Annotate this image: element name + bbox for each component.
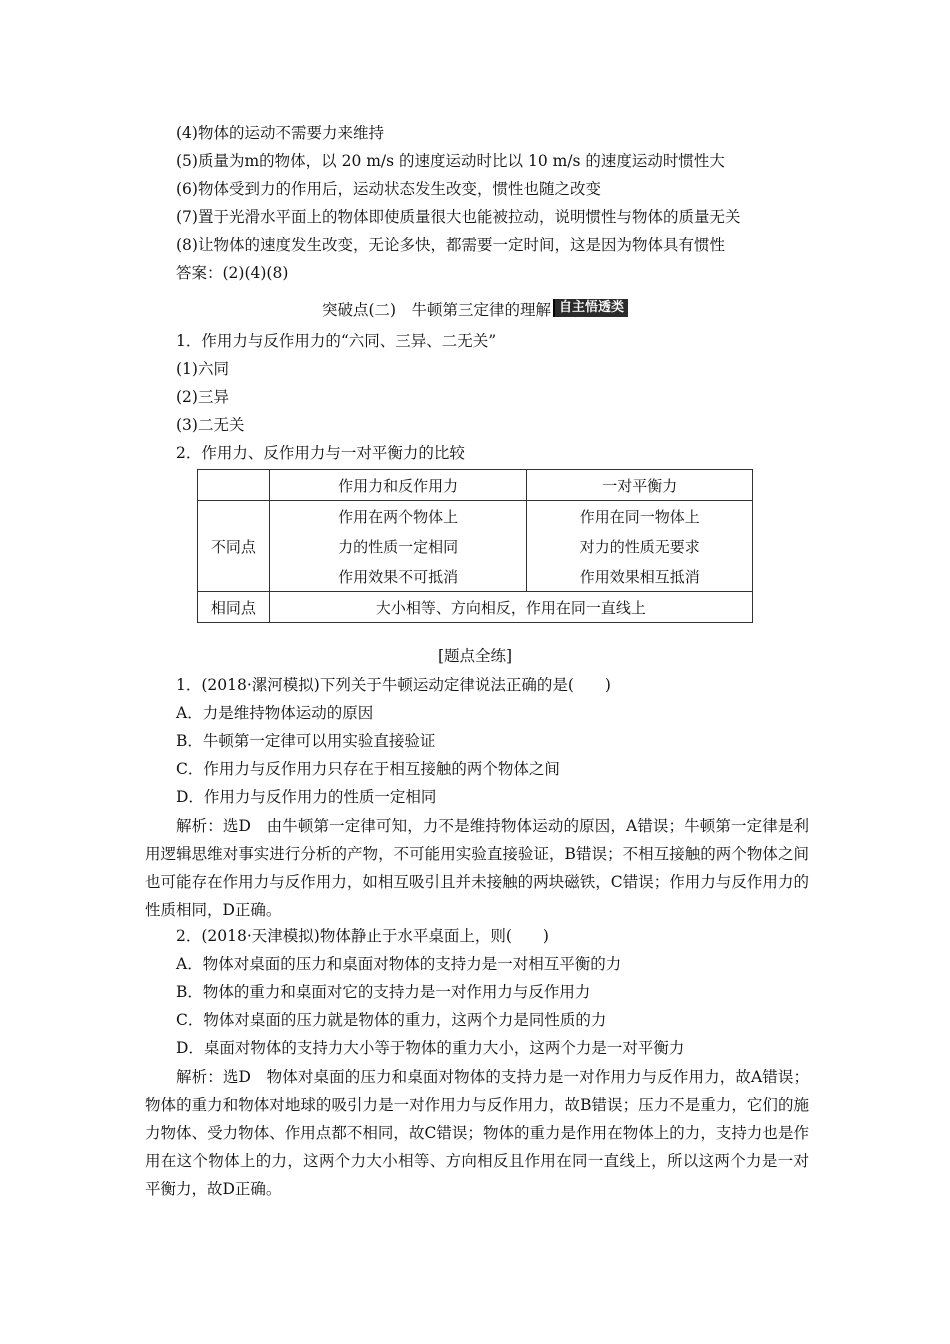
table-row (198, 592, 753, 623)
question-2-option: B．物体的重力和桌面对它的支持力是一对作用力与反作用力 (176, 983, 591, 1001)
table-row (198, 531, 753, 561)
question-1-option: C．作用力与反作用力只存在于相互接触的两个物体之间 (176, 760, 560, 778)
same-label-cell: 相同点 (198, 592, 270, 623)
table-cell: 作用效果不可抵消 (269, 561, 527, 592)
same-value-cell: 大小相等、方向相反，作用在同一直线上 (269, 592, 752, 623)
question-1-stem: 1．(2018·漯河模拟)下列关于牛顿运动定律说法正确的是( ) (176, 676, 611, 694)
point-1-heading: 1．作用力与反作用力的“六同、三异、二无关” (176, 332, 497, 350)
question-1-option: D．作用力与反作用力的性质一定相同 (176, 788, 437, 806)
table-header-cell (198, 470, 270, 501)
table-row (198, 561, 753, 592)
section-heading (0, 297, 950, 323)
question-1-analysis: 解析：选D 由牛顿第一定律可知，力不是维持物体运动的原因，A错误；牛顿第一定律是利用逻辑思维对事实进行分析的产物，不可能用实验直接验证，B错误；不相互接触的两个物体之间也可能存在作用力与反作用力，如相互吸引且并未接触的两块磁铁，C错误；作用力与反作用力的性质相同，D正确。 (145, 817, 809, 919)
section-title-text: 突破点(二) 牛顿第三定律的理解 (321, 301, 552, 319)
table-cell: 对力的性质无要求 (527, 531, 753, 561)
item-5: (5)质量为m的物体，以 20 m/s 的速度运动时比以 10 m/s 的速度运动时惯性大 (176, 152, 725, 170)
table-header-row (198, 470, 753, 501)
section-badge: 自主悟透类 (553, 299, 628, 317)
table-cell: 作用在同一物体上 (527, 501, 753, 532)
point-2-heading: 2．作用力、反作用力与一对平衡力的比较 (176, 444, 465, 462)
comparison-table (197, 469, 753, 623)
question-2-analysis: 解析：选D 物体对桌面的压力和桌面对物体的支持力是一对作用力与反作用力，故A错误；物体的重力和物体对地球的吸引力是一对作用力与反作用力，故B错误；压力不是重力，它们的施力物体、受力物体、作用点都不相同，故C错误；物体的重力是作用在物体上的力，支持力也是作用在这个物体上的力，这两个力大小相等、方向相反且作用在同一直线上，所以这两个力是一对平衡力，故D正确。 (145, 1068, 809, 1198)
point-1-item: (1)六同 (176, 360, 229, 378)
practice-label: [题点全练] (437, 647, 513, 665)
table-header-cell: 一对平衡力 (527, 470, 753, 501)
point-1-item: (3)二无关 (176, 416, 245, 434)
item-8: (8)让物体的速度发生改变，无论多快，都需要一定时间，这是因为物体具有惯性 (176, 236, 725, 254)
table-cell: 力的性质一定相同 (269, 531, 527, 561)
question-2-option: C．物体对桌面的压力就是物体的重力，这两个力是同性质的力 (176, 1011, 607, 1029)
question-2-option: A．物体对桌面的压力和桌面对物体的支持力是一对相互平衡的力 (176, 955, 622, 973)
item-4: (4)物体的运动不需要力来维持 (176, 124, 384, 142)
table-header-cell: 作用力和反作用力 (269, 470, 527, 501)
answer-line: 答案：(2)(4)(8) (176, 264, 289, 282)
question-1-option: B．牛顿第一定律可以用实验直接验证 (176, 732, 436, 750)
table-cell: 作用效果相互抵消 (527, 561, 753, 592)
table-row (198, 501, 753, 532)
diff-label-cell: 不同点 (198, 501, 270, 592)
item-7: (7)置于光滑水平面上的物体即使质量很大也能被拉动，说明惯性与物体的质量无关 (176, 208, 741, 226)
item-6: (6)物体受到力的作用后，运动状态发生改变，惯性也随之改变 (176, 180, 601, 198)
question-1-option: A．力是维持物体运动的原因 (176, 704, 374, 722)
question-2-stem: 2．(2018·天津模拟)物体静止于水平桌面上，则( ) (176, 927, 549, 945)
point-1-item: (2)三异 (176, 388, 229, 406)
question-2-option: D．桌面对物体的支持力大小等于物体的重力大小，这两个力是一对平衡力 (176, 1039, 685, 1057)
table-cell: 作用在两个物体上 (269, 501, 527, 532)
